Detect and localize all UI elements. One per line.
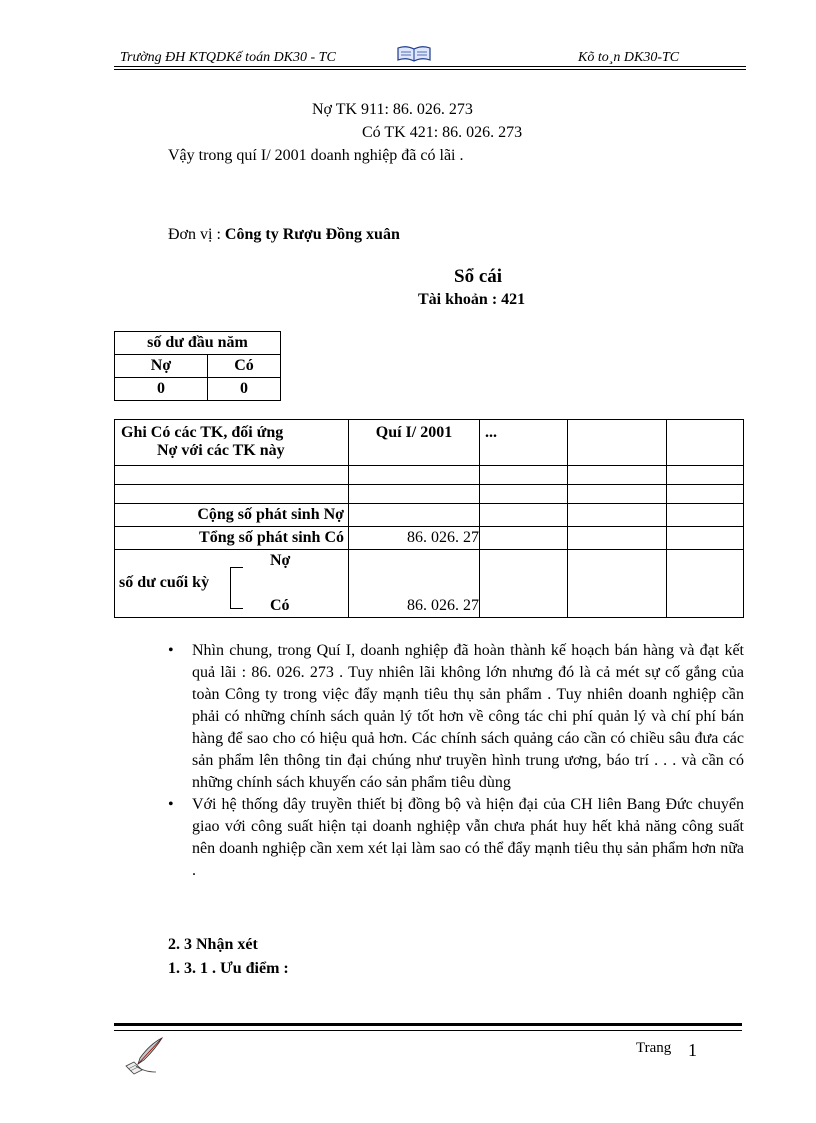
table-row bbox=[115, 485, 744, 504]
row-credit-label: Tổng số phát sinh Có bbox=[115, 527, 349, 550]
table-row bbox=[115, 527, 744, 550]
unit-label: Đơn vị : bbox=[168, 226, 221, 243]
bullet-list bbox=[168, 640, 744, 882]
table-col-empty-1 bbox=[568, 420, 667, 466]
bullet-text: Với hệ thống dây truyền thiết bị đồng bộ và hiện đại của CH liên Bang Đức chuyển giao với công suất hiện tại doanh nghiệp vẫn chưa phát huy hết khả năng công suất nên doanh nghiệp cần xem xét lại làm sao có thể đẩy mạnh tiêu thụ sản phẩm hơn nữa . bbox=[192, 796, 744, 879]
closing-no: Nợ bbox=[270, 552, 291, 569]
table-head-cell bbox=[115, 420, 349, 466]
header-rule-2 bbox=[114, 69, 746, 70]
closing-co: Có bbox=[270, 597, 290, 614]
table-head-line1: Ghi Có các TK, đối ứng bbox=[121, 424, 284, 441]
closing-bracket bbox=[230, 567, 243, 609]
row-debit-label: Cộng số phát sinh Nợ bbox=[115, 504, 349, 527]
bullet-text: Nhìn chung, trong Quí I, doanh nghiệp đã hoàn thành kế hoạch bán hàng và đạt kết quả lãi : 86. 026. 273 . Tuy nhiên lãi không lớn nhưng đó là cả mét sự cố gắng của toàn Công ty trong việc đẩy mạnh tiêu thụ sản phẩm . Tuy nhiên doanh nghiệp cần phải có những chính sách quản lý tốt hơn về công tác chi phí quản lý và chí phí bán hàng để sao cho có hiệu quả hơn. Các chính sách quảng cáo cần có chiều sâu đưa các sản phẩm lên thông tin đại chúng như truyền hình trung ương, báo trí . . . và cần có những chính sách khuyến cáo sản phẩm tiêu dùng bbox=[192, 642, 744, 791]
closing-label: số dư cuối kỳ bbox=[119, 574, 210, 591]
list-item bbox=[168, 640, 744, 794]
table-head-line2: Nợ với các TK này bbox=[157, 442, 285, 459]
ledger-account: Tài khoản : 421 bbox=[418, 291, 526, 308]
table-col-more: ... bbox=[480, 420, 568, 466]
table-col-q1: Quí I/ 2001 bbox=[349, 420, 480, 466]
opening-col-co: Có bbox=[208, 355, 281, 378]
header-rule bbox=[114, 66, 746, 67]
opening-title: số dư đầu năm bbox=[115, 332, 281, 355]
footer-rule-2 bbox=[114, 1030, 742, 1031]
journal-credit: Có TK 421: 86. 026. 273 bbox=[362, 124, 523, 141]
opening-val-no: 0 bbox=[115, 378, 208, 401]
unit-name: Công ty Rượu Đồng xuân bbox=[224, 226, 400, 243]
table-col-empty-2 bbox=[667, 420, 744, 466]
footer-rule bbox=[114, 1023, 742, 1026]
table-row bbox=[115, 466, 744, 485]
journal-conclusion: Vậy trong quí I/ 2001 doanh nghiệp đã có lãi . bbox=[168, 147, 464, 164]
ledger-table bbox=[114, 419, 744, 618]
table-row bbox=[115, 550, 744, 618]
opening-val-co: 0 bbox=[208, 378, 281, 401]
header-right: Kõ to¸n DK30-TC bbox=[578, 50, 680, 65]
page-label: Trang bbox=[636, 1040, 672, 1056]
closing-value: 86. 026. 27 bbox=[349, 550, 480, 618]
opening-balance-table bbox=[114, 331, 281, 401]
section-subheading: 1. 3. 1 . Ưu điểm : bbox=[168, 960, 289, 977]
ledger-title: Sổ cái bbox=[454, 266, 503, 287]
journal-debit: Nợ TK 911: 86. 026. 273 bbox=[312, 101, 473, 118]
unit-line bbox=[168, 226, 400, 244]
table-row bbox=[115, 504, 744, 527]
feather-pen-icon bbox=[122, 1036, 168, 1083]
opening-col-no: Nợ bbox=[115, 355, 208, 378]
page-number: 1 bbox=[688, 1040, 697, 1060]
bullet-icon: • bbox=[168, 796, 174, 813]
header-left: Trường ĐH KTQDKế toán DK30 - TC bbox=[120, 50, 336, 65]
row-credit-value: 86. 026. 27 bbox=[349, 527, 480, 550]
bullet-icon: • bbox=[168, 642, 174, 659]
list-item bbox=[168, 794, 744, 882]
section-heading: 2. 3 Nhận xét bbox=[168, 936, 258, 953]
